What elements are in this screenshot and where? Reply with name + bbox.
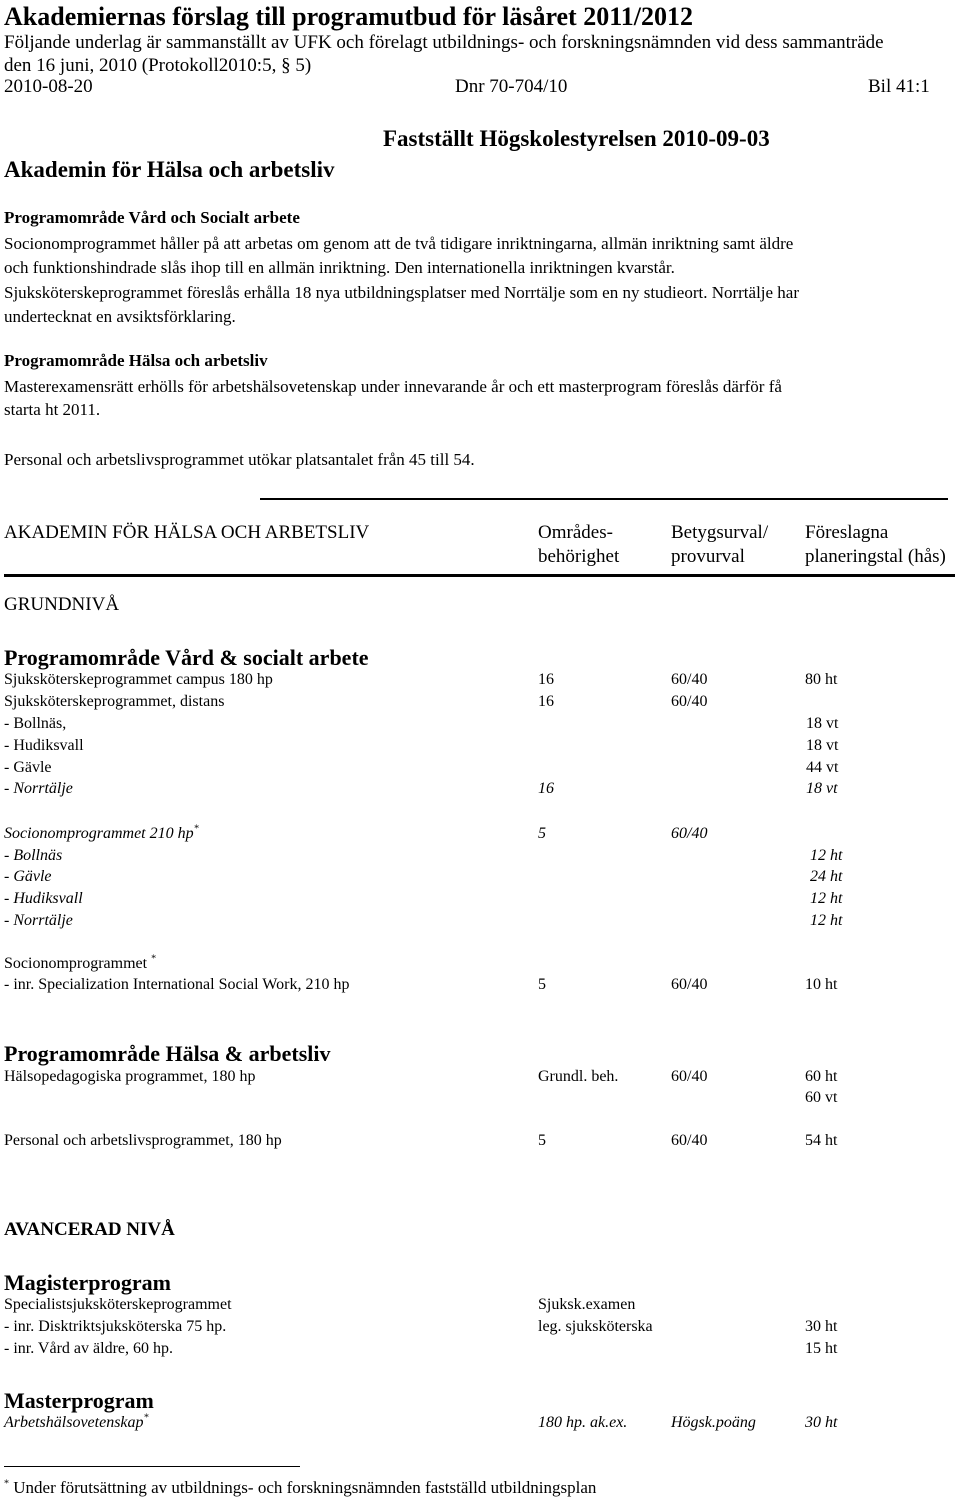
section-heading-avancerad: AVANCERAD NIVÅ [4,1219,175,1240]
document-date: 2010-08-20 [4,76,93,97]
row-planeringstal: 60 ht [805,1068,838,1085]
row-program: Hälsopedagogiska programmet, 180 hp [4,1068,256,1085]
row-planeringstal: 24 ht [810,868,843,885]
approval-stamp: Fastställt Högskolestyrelsen 2010-09-03 [383,126,770,151]
footnote-marker: * [193,823,199,835]
academy-name: Akademin för Hälsa och arbetsliv [4,157,335,182]
row-planeringstal: 30 ht [805,1414,838,1431]
row-urval: 60/40 [671,693,708,710]
header-subtitle-line2: den 16 juni, 2010 (Protokoll2010:5, § 5) [4,55,312,76]
row-planeringstal-extra: 60 vt [805,1089,838,1106]
program-area-halsa: Programområde Hälsa & arbetsliv [4,1041,331,1066]
footnote-marker: * [4,1478,9,1490]
document-dnr: Dnr 70-704/10 [455,76,568,97]
table-header-urval-line2: provurval [671,546,745,567]
row-behorighet: 16 [538,671,554,688]
intro-heading-1: Programområde Vård och Socialt arbete [4,208,300,227]
row-program: - inr. Specialization International Social Work, 210 hp [4,976,350,993]
table-header-academy: AKADEMIN FÖR HÄLSA OCH ARBETSLIV [4,522,370,543]
row-planeringstal: 18 vt [806,715,839,732]
row-behorighet: Sjuksk.examen [538,1296,636,1313]
row-planeringstal: 12 ht [810,890,843,907]
row-program: Arbetshälsovetenskap* [4,1412,149,1431]
table-header-urval-line1: Betygsurval/ [671,522,769,543]
intro-paragraph-3-line2: starta ht 2011. [4,400,101,419]
program-type-magister: Magisterprogram [4,1270,171,1295]
row-urval: 60/40 [671,1068,708,1085]
row-program: - Norrtälje [4,780,73,797]
row-planeringstal: 30 ht [805,1318,838,1335]
intro-paragraph-1-line1: Socionomprogrammet håller på att arbetas om genom att de två tidigare inriktningarna, allmän inriktning samt äldre [4,234,794,253]
row-urval: Högsk.poäng [671,1414,756,1431]
row-planeringstal: 18 vt [806,780,838,797]
intro-heading-2: Programområde Hälsa och arbetsliv [4,351,268,370]
table-header-behorighet-line1: Områdes- [538,522,613,543]
intro-paragraph-2-line2: undertecknat en avsiktsförklaring. [4,307,236,326]
row-planeringstal: 80 ht [805,671,838,688]
row-program: Sjuksköterskeprogrammet, distans [4,693,225,710]
row-planeringstal: 18 vt [806,737,839,754]
row-behorighet: leg. sjuksköterska [538,1318,653,1335]
row-program: Specialistsjuksköterskeprogrammet [4,1296,232,1313]
row-program: - inr. Vård av äldre, 60 hp. [4,1340,173,1357]
row-program: - Bollnäs [4,847,63,864]
page-title: Akademiernas förslag till programutbud för läsåret 2011/2012 [4,2,693,31]
footnote-marker: * [143,1412,149,1424]
intro-paragraph-3-line1: Masterexamensrätt erhölls för arbetshälsovetenskap under innevarande år och ett masterprogram föreslås därför få [4,377,782,396]
table-header-rule [4,574,955,577]
row-behorighet: 5 [538,976,546,993]
row-program: - Hudiksvall [4,737,84,754]
row-program-group: Socionomprogrammet * [4,953,157,972]
row-program: - Gävle [4,759,52,776]
footnote: * Under förutsättning av utbildnings- och forskningsnämnden fastställd utbildningsplan [4,1478,597,1497]
row-planeringstal: 54 ht [805,1132,838,1149]
row-urval: 60/40 [671,976,708,993]
table-header-planeringstal-line2: planeringstal (hås) [805,546,946,567]
intro-paragraph-2-line1: Sjuksköterskeprogrammet föreslås erhålla 18 nya utbildningsplatser med Norrtälje som en ny studieort. Norrtälje har [4,283,800,302]
table-header-planeringstal-line1: Föreslagna [805,522,889,543]
row-program: - Bollnäs, [4,715,67,732]
row-urval: 60/40 [671,671,708,688]
table-header-behorighet-line2: behörighet [538,546,620,567]
row-program: Socionomprogrammet 210 hp* [4,823,199,842]
row-behorighet: 5 [538,1132,546,1149]
row-behorighet: 5 [538,825,546,842]
row-program: - Gävle [4,868,52,885]
row-behorighet: 180 hp. ak.ex. [538,1414,628,1431]
footnote-rule [4,1466,300,1467]
row-behorighet: Grundl. beh. [538,1068,619,1085]
program-type-master: Masterprogram [4,1388,154,1413]
row-program: - inr. Disktriktsjuksköterska 75 hp. [4,1318,227,1335]
row-planeringstal: 12 ht [810,912,843,929]
row-behorighet: 16 [538,693,554,710]
row-program: - Norrtälje [4,912,73,929]
row-planeringstal: 15 ht [805,1340,838,1357]
row-urval: 60/40 [671,825,708,842]
row-program: Sjuksköterskeprogrammet campus 180 hp [4,671,273,688]
row-behorighet: 16 [538,780,554,797]
row-urval: 60/40 [671,1132,708,1149]
table-top-rule [260,498,948,500]
document-bil: Bil 41:1 [868,76,930,97]
intro-paragraph-4: Personal och arbetslivsprogrammet utökar platsantalet från 45 till 54. [4,450,475,469]
header-subtitle-line1: Följande underlag är sammanställt av UFK och förelagt utbildnings- och forskningsnämnden vid dess sammanträde [4,32,884,53]
row-program: Personal och arbetslivsprogrammet, 180 hp [4,1132,282,1149]
section-heading-grundniva: GRUNDNIVÅ [4,594,120,615]
footnote-marker: * [151,953,157,965]
row-planeringstal: 12 ht [810,847,843,864]
program-area-vard: Programområde Vård & socialt arbete [4,645,369,670]
intro-paragraph-1-line2: och funktionshindrade slås ihop till en allmän inriktning. Den internationella inriktningen kvarstår. [4,258,675,277]
row-planeringstal: 44 vt [806,759,839,776]
row-planeringstal: 10 ht [805,976,838,993]
row-program: - Hudiksvall [4,890,83,907]
